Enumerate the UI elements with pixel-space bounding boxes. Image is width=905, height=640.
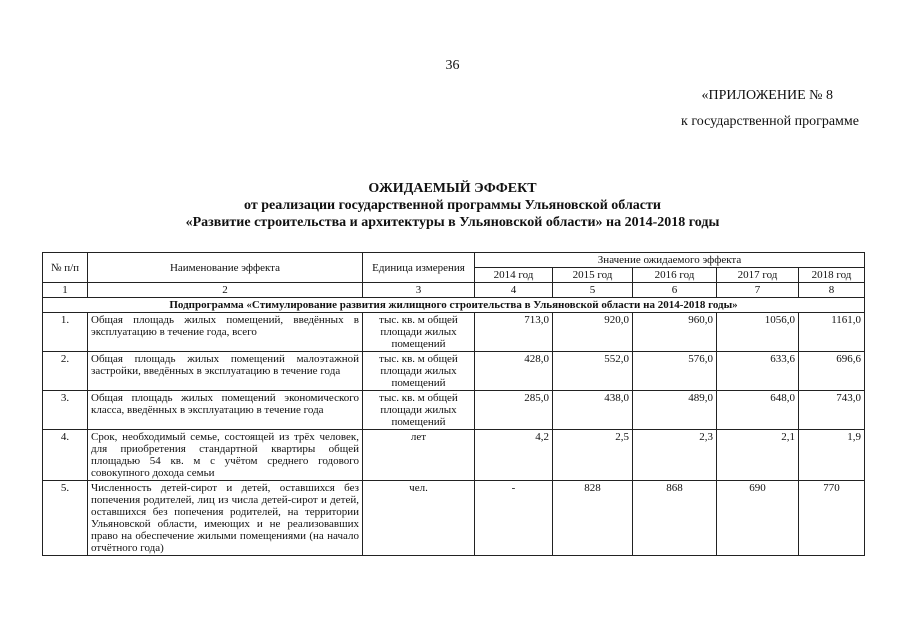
column-number: 1: [43, 283, 88, 298]
header-row-1: [43, 253, 865, 268]
row-value: 576,0: [633, 352, 717, 391]
row-num: 4.: [43, 430, 88, 481]
row-value: 960,0: [633, 313, 717, 352]
header-unit: Единица измерения: [363, 253, 475, 283]
row-value: 438,0: [553, 391, 633, 430]
row-unit: лет: [363, 430, 475, 481]
column-number: 3: [363, 283, 475, 298]
table-row: [43, 313, 865, 352]
row-value: 285,0: [475, 391, 553, 430]
row-value: 489,0: [633, 391, 717, 430]
header-value-group: Значение ожидаемого эффекта: [475, 253, 865, 268]
row-name: Численность детей-сирот и детей, оставшихся без попечения родителей, лиц из числа детей-сирот и детей, оставшихся без попечения родителей, на территории Ульяновской области, имеющих и не реализовавших право на обеспечение жилыми помещениями (на начало отчётного года): [88, 481, 363, 556]
row-num: 5.: [43, 481, 88, 556]
row-name: Общая площадь жилых помещений, введённых в эксплуатацию в течение года, всего: [88, 313, 363, 352]
table-row: [43, 481, 865, 556]
column-number: 2: [88, 283, 363, 298]
column-number: 7: [717, 283, 799, 298]
row-num: 2.: [43, 352, 88, 391]
effects-table: [42, 252, 865, 556]
column-numbers-row: [43, 283, 865, 298]
row-value: 648,0: [717, 391, 799, 430]
row-value: 552,0: [553, 352, 633, 391]
column-number: 5: [553, 283, 633, 298]
row-value: 1,9: [799, 430, 865, 481]
row-value: 1161,0: [799, 313, 865, 352]
header-num: № п/п: [43, 253, 88, 283]
appendix-title: «ПРИЛОЖЕНИЕ № 8: [701, 88, 833, 103]
row-value: 2,3: [633, 430, 717, 481]
row-value: 690: [717, 481, 799, 556]
subprogram-row: [43, 298, 865, 313]
column-number: 8: [799, 283, 865, 298]
row-unit: тыс. кв. м общей площади жилых помещений: [363, 313, 475, 352]
row-num: 3.: [43, 391, 88, 430]
table-row: [43, 352, 865, 391]
row-value: 868: [633, 481, 717, 556]
appendix-subtitle: к государственной программе: [681, 114, 859, 129]
header-year: 2014 год: [475, 268, 553, 283]
column-number: 6: [633, 283, 717, 298]
row-value: 770: [799, 481, 865, 556]
title-line-2: от реализации государственной программы Ульяновской области: [244, 198, 661, 213]
row-value: 633,6: [717, 352, 799, 391]
subprogram-title: Подпрограмма «Стимулирование развития жилищного строительства в Ульяновской области на 2014-2018 годы»: [43, 298, 865, 313]
page-number: 36: [445, 58, 460, 73]
row-value: 828: [553, 481, 633, 556]
row-unit: тыс. кв. м общей площади жилых помещений: [363, 352, 475, 391]
header-year: 2017 год: [717, 268, 799, 283]
row-num: 1.: [43, 313, 88, 352]
row-name: Общая площадь жилых помещений экономического класса, введённых в эксплуатацию в течение года: [88, 391, 363, 430]
header-year: 2018 год: [799, 268, 865, 283]
row-value: 2,5: [553, 430, 633, 481]
row-name: Срок, необходимый семье, состоящей из трёх человек, для приобретения стандартной квартиры общей площадью 54 кв. м с учётом среднего годового совокупного дохода семьи: [88, 430, 363, 481]
row-value: 713,0: [475, 313, 553, 352]
row-value: 1056,0: [717, 313, 799, 352]
row-unit: тыс. кв. м общей площади жилых помещений: [363, 391, 475, 430]
title-line-3: «Развитие строительства и архитектуры в Ульяновской области» на 2014-2018 годы: [185, 215, 720, 230]
row-value: 4,2: [475, 430, 553, 481]
document-title: [0, 180, 905, 231]
row-value: 428,0: [475, 352, 553, 391]
row-value: 2,1: [717, 430, 799, 481]
header-name: Наименование эффекта: [88, 253, 363, 283]
row-value: -: [475, 481, 553, 556]
row-value: 743,0: [799, 391, 865, 430]
header-year: 2015 год: [553, 268, 633, 283]
column-number: 4: [475, 283, 553, 298]
row-name: Общая площадь жилых помещений малоэтажной застройки, введённых в эксплуатацию в течение года: [88, 352, 363, 391]
row-value: 920,0: [553, 313, 633, 352]
title-line-1: ОЖИДАЕМЫЙ ЭФФЕКТ: [368, 181, 537, 196]
row-value: 696,6: [799, 352, 865, 391]
header-year: 2016 год: [633, 268, 717, 283]
table-row: [43, 430, 865, 481]
table-row: [43, 391, 865, 430]
row-unit: чел.: [363, 481, 475, 556]
